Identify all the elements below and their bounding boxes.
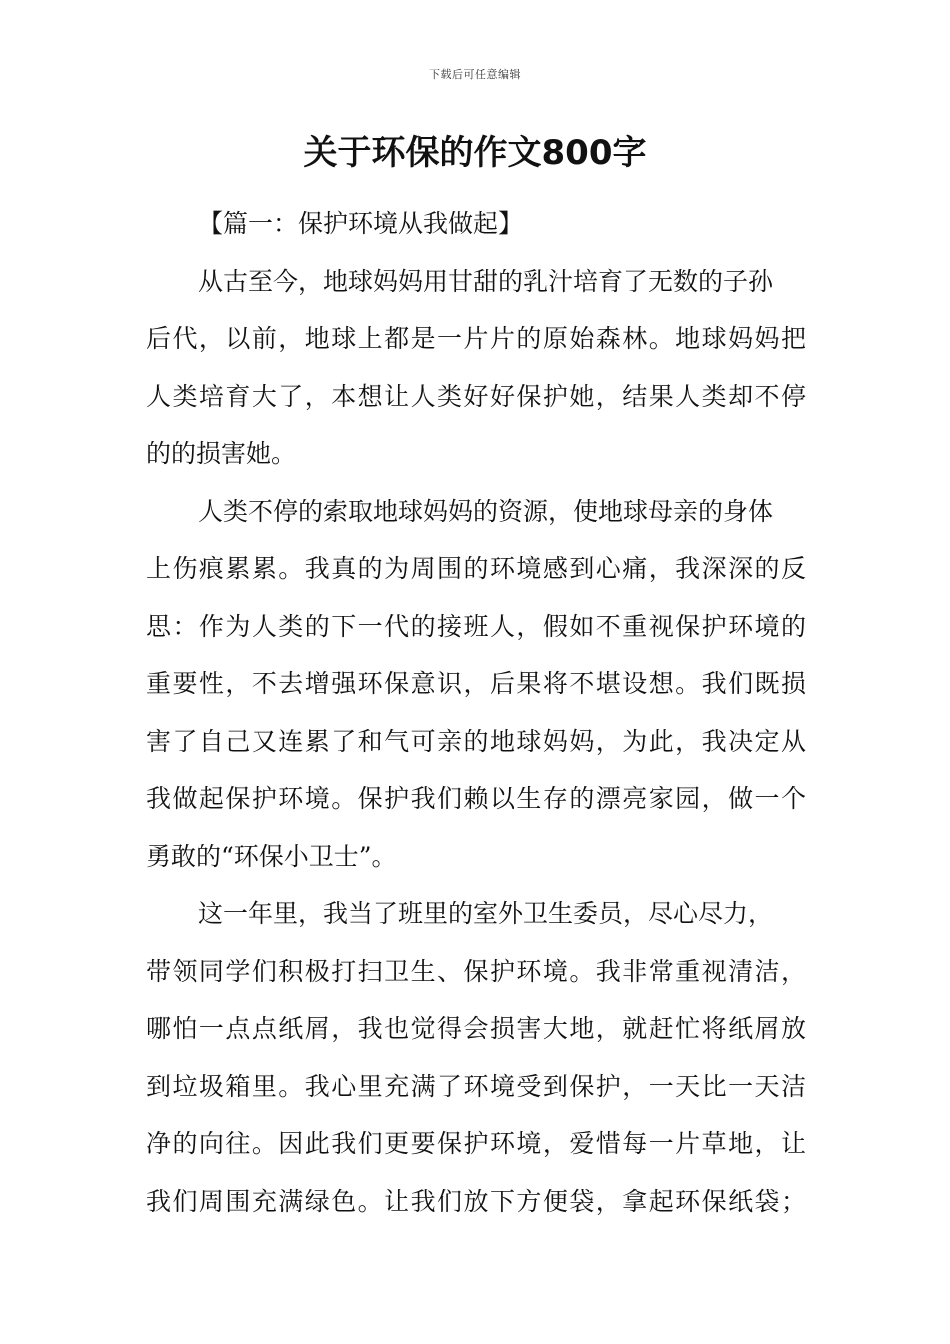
header-note: 下载后可任意编辑 [429, 68, 521, 81]
paragraph-line: 的的损害她。 [146, 439, 297, 468]
paragraph-line: 带领同学们积极打扫卫生、保护环境。我非常重视清洁， [146, 956, 806, 986]
document-body [146, 195, 806, 1230]
paragraph-line: 这一年里，我当了班里的室外卫生委员，尽心尽力， [198, 899, 774, 928]
paragraph-line: 思：作为人类的下一代的接班人，假如不重视保护环境的 [146, 611, 806, 641]
paragraph-line: 害了自己又连累了和气可亲的地球妈妈，为此，我决定从 [146, 726, 806, 756]
paragraph-line: 哪怕一点点纸屑，我也觉得会损害大地，就赶忙将纸屑放 [146, 1014, 806, 1043]
paragraph-line: 人类培育大了，本想让人类好好保护她，结果人类却不停 [146, 381, 806, 411]
section-heading: 【篇一：保护环境从我做起】 [198, 209, 524, 238]
paragraph-line: 重要性，不去增强环保意识，后果将不堪设想。我们既损 [146, 669, 806, 698]
paragraph-line: 我做起保护环境。保护我们赖以生存的漂亮家园，做一个 [146, 784, 806, 813]
paragraph-line: 到垃圾箱里。我心里充满了环境受到保护，一天比一天洁 [146, 1071, 806, 1101]
paragraph-line: 从古至今，地球妈妈用甘甜的乳汁培育了无数的子孙 [198, 266, 774, 296]
paragraph-line: 后代，以前，地球上都是一片片的原始森林。地球妈妈把 [146, 324, 806, 353]
paragraph-line: 我们周围充满绿色。让我们放下方便袋，拿起环保纸袋； [146, 1186, 806, 1216]
paragraph-line: 净的向往。因此我们更要保护环境，爱惜每一片草地，让 [146, 1129, 806, 1158]
document-title: 关于环保的作文800字 [303, 133, 647, 173]
paragraph-line: 上伤痕累累。我真的为周围的环境感到心痛，我深深的反 [146, 554, 806, 583]
paragraph-line: 人类不停的索取地球妈妈的资源，使地球母亲的身体 [198, 496, 774, 526]
paragraph-line: 勇敢的“环保小卫士”。 [146, 841, 397, 871]
